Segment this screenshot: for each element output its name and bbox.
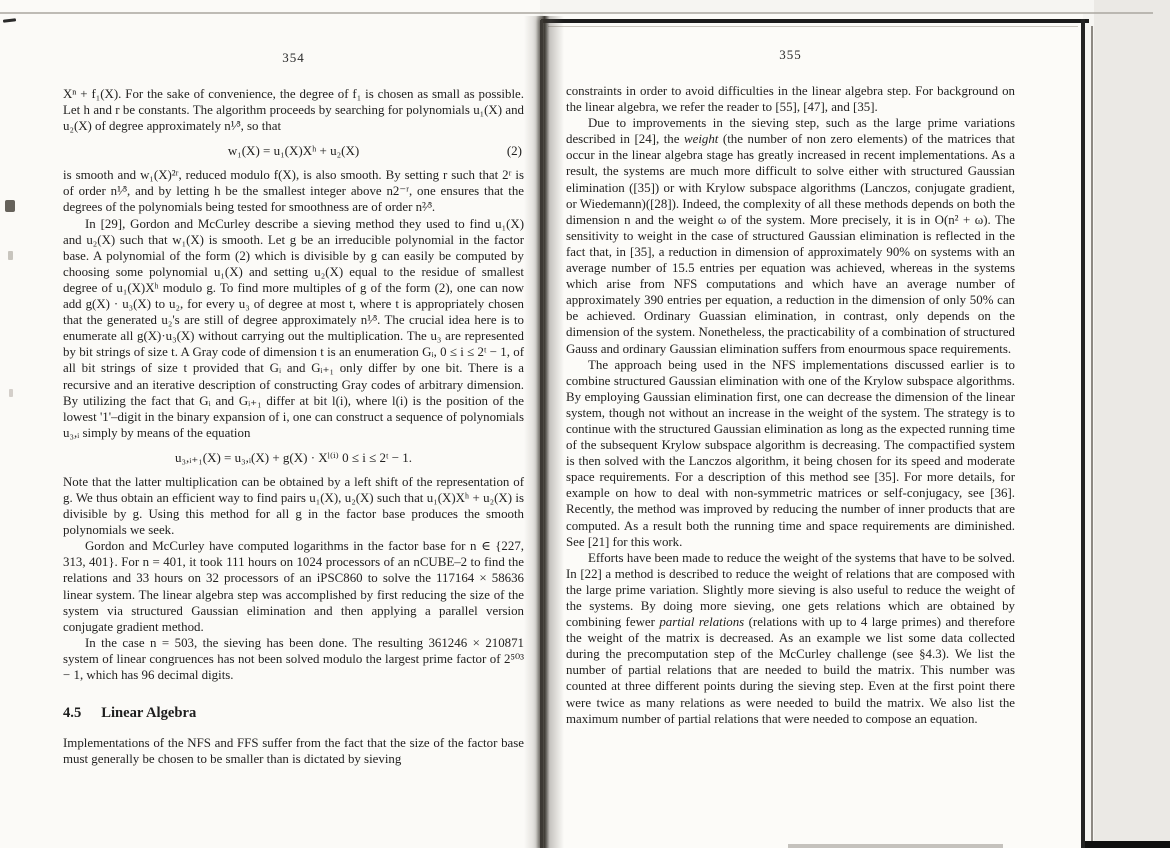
equation-number: (2) [506,143,522,159]
paragraph: In the case n = 503, the sieving has been done. The resulting 361246 × 210871 system of linear congruences has not been solved modulo the largest prime factor of 2⁵⁰³ − 1, which has 96 decimal digits. [63,635,524,682]
paragraph: is smooth and w₁(X)²ʳ, reduced modulo f(X), is also smooth. By setting r such that 2ʳ is of order n¹⁄³, and by letting h be the smallest integer above n2⁻ʳ, one ensures that the degrees of the polynomials being tested for smoothness are of order n²⁄³. [63,168,524,215]
page-number: 354 [282,50,305,65]
equation-body: u₃,ᵢ₊₁(X) = u₃,ᵢ(X) + g(X) · Xˡ⁽ⁱ⁾ 0 ≤ i ≤ 2ᵗ − 1. [174,449,413,465]
equation-body: w₁(X) = u₁(X)Xʰ + u₂(X) [227,143,360,159]
ink-mark [5,200,15,212]
scan-bottom-smudge [788,844,1003,848]
page-edge-right-hairline [1091,26,1093,848]
ink-mark [9,389,13,397]
paragraph: Gordon and McCurley have computed logarithms in the factor base for n ∈ {227, 313, 401}. For n = 401, it took 111 hours on 1024 processors of an nCUBE–2 to find the relations and 33 hours on 32 processors of an iPSC860 to solve the 117164 × 58636 linear system. The linear algebra step was accomplished by first reducing the size of the system via structured Gaussian elimination and then applying a parallel version conjugate gradient method. [63,539,524,634]
page-edge-right-line [1081,19,1085,848]
ink-mark [8,251,13,260]
paragraph: The approach being used in the NFS implementations discussed earlier is to combine structured Gaussian elimination with one of the Krylow subspace algorithms. By employing Gaussian elimination first, one can decrease the dimension of the linear system, though not without an increase in the weight of the system. The strategy is to continue with the structured Gaussian elimination as long as the expected running time of the subsequent Krylow subspace algorithm is decreasing. The compactified system is then solved with the Lanczos algorithm, it being chosen for its speed and moderate space requirements. For a description of this method see [35]. For more details, for example on how to deal with non-symmetric matrices or self-conjugacy, see [36]. Recently, the method was improved by reducing the number of inner products that are computed. As a result both the running time and space requirements are diminished. See [21] for this work. [566,357,1015,549]
book-gutter-spine [540,20,543,848]
paragraph: constraints in order to avoid difficulties in the linear algebra step. For background on the linear algebra, we refer the reader to [55], [47], and [35]. [566,84,1015,115]
paragraph: Efforts have been made to reduce the weight of the systems that have to be solved. In [22] a method is described to reduce the weight of relations that are composed with the large prime variation. Slightly more sieving is also useful to reduce the weight of the systems. By doing more sieving, one gets relations which are obtained by combining fewer partial relations (relations with up to 4 large primes) and therefore the weight of the matrix is decreased. As an example we list some data collected during the precomputation step of the McCurley challenge (see §4.3). We list the number of partial relations that are needed to build the matrix. This number was counted at three different points during the sieving step. Even at the first point there were twice as many relations as were needed to build the matrix. We also list the maximum number of partial relations that were needed to compose an equation. [566,550,1015,726]
section-title: Linear Algebra [101,705,197,722]
page-edge-thin-line [0,12,1153,14]
equation-2 [63,142,524,159]
scanner-background [1094,0,1170,848]
page-number: 355 [779,47,802,62]
text-column-right [566,47,1015,727]
text-column-left [63,50,524,767]
paragraph: Xⁿ + f₁(X). For the sake of convenience, the degree of f₁ is chosen as small as possible. Let h and r be constants. The algorithm proceeds by searching for polynomials u₁(X) and u₂(X) of degree approximately n¹⁄³, so that [63,87,524,134]
section-heading-linear-algebra [63,705,524,722]
book-gutter-shadow [524,16,564,848]
page-edge-top-line [541,19,1089,23]
section-number: 4.5 [63,705,82,722]
paragraph: Due to improvements in the sieving step, such as the large prime variations described in [24], the weight (the number of non zero elements) of the matrices that occur in the linear algebra stage has greatly increased in recent implementations. As a result, the systems are much more difficult to solve either with structured Gaussian elimination ([35]) or with Krylow subspace algorithms (Lanczos, conjugate gradient, or Wiedemann)([28]). Indeed, the complexity of all these methods depends on both the dimension n and the weight ω of the system. More precisely, it is in O(n² + ω). The sensitivity to weight in the case of structured Gaussian elimination is reflected in the fact that, in [35], a reduction in dimension of approximately 90% on systems with an average number of 15.5 entries per equation was achieved, whereas in the systems which arise from NFS computations and which have an average number of approximately 390 entries per equation, a reduction in the dimension of only 50% can be achieved. Ordinary Guassian elimination, in contrast, only depends on the dimension of the system. Nonetheless, the practicability of a combination of structured Gauss and ordinary Gaussian elimination suffers from enourmous space requirements. [566,116,1015,356]
paragraph: Implementations of the NFS and FFS suffer from the fact that the size of the factor base must generally be chosen to be smaller than is dictated by sieving [63,736,524,767]
gray-code-equation [63,449,524,466]
paragraph: Note that the latter multiplication can be obtained by a left shift of the representation of g. We thus obtain an efficient way to find pairs u₁(X), u₂(X) such that u₁(X)Xʰ + u₂(X) is divisible by g. Using this method for all g in the factor base produces the smooth polynomials we seek. [63,474,524,538]
page-edge-hairline [548,26,1078,27]
scan-bottom-bar [1085,841,1170,848]
paragraph: In [29], Gordon and McCurley describe a sieving method they used to find u₁(X) and u₂(X) such that w₁(X) is smooth. Let g be an irreducible polynomial in the factor base. A polynomial of the form (2) which is divisible by g can easily be computed by choosing some polynomial u₁(X) and setting u₂(X) equal to the residue of smallest degree of u₁(X)Xʰ modulo g. To find more multiples of g of the form (2), one can now add g(X) · u₃(X) to u₂, for every u₃ of degree at most t, where t is appropriately chosen that the generated u₂'s are still of degree approximately n¹⁄³. The crucial idea here is to enumerate all g(X)·u₃(X) without carrying out the multiplication. The u₃ are represented by bit strings of size t. A Gray code of dimension t is an enumeration Gᵢ, 0 ≤ i ≤ 2ᵗ − 1, of all bit strings of size t provided that Gᵢ and Gᵢ₊₁ only differ by one bit. There is a recursive and an iterative description of constructing Gray codes of arbitrary dimension. By utilizing the fact that Gᵢ and Gᵢ₊₁ differ at bit l(i), where l(i) is the position of the lowest '1'–digit in the binary expansion of i, one can construct a sequence of polynomials u₃,ᵢ simply by means of the equation [63,216,524,440]
